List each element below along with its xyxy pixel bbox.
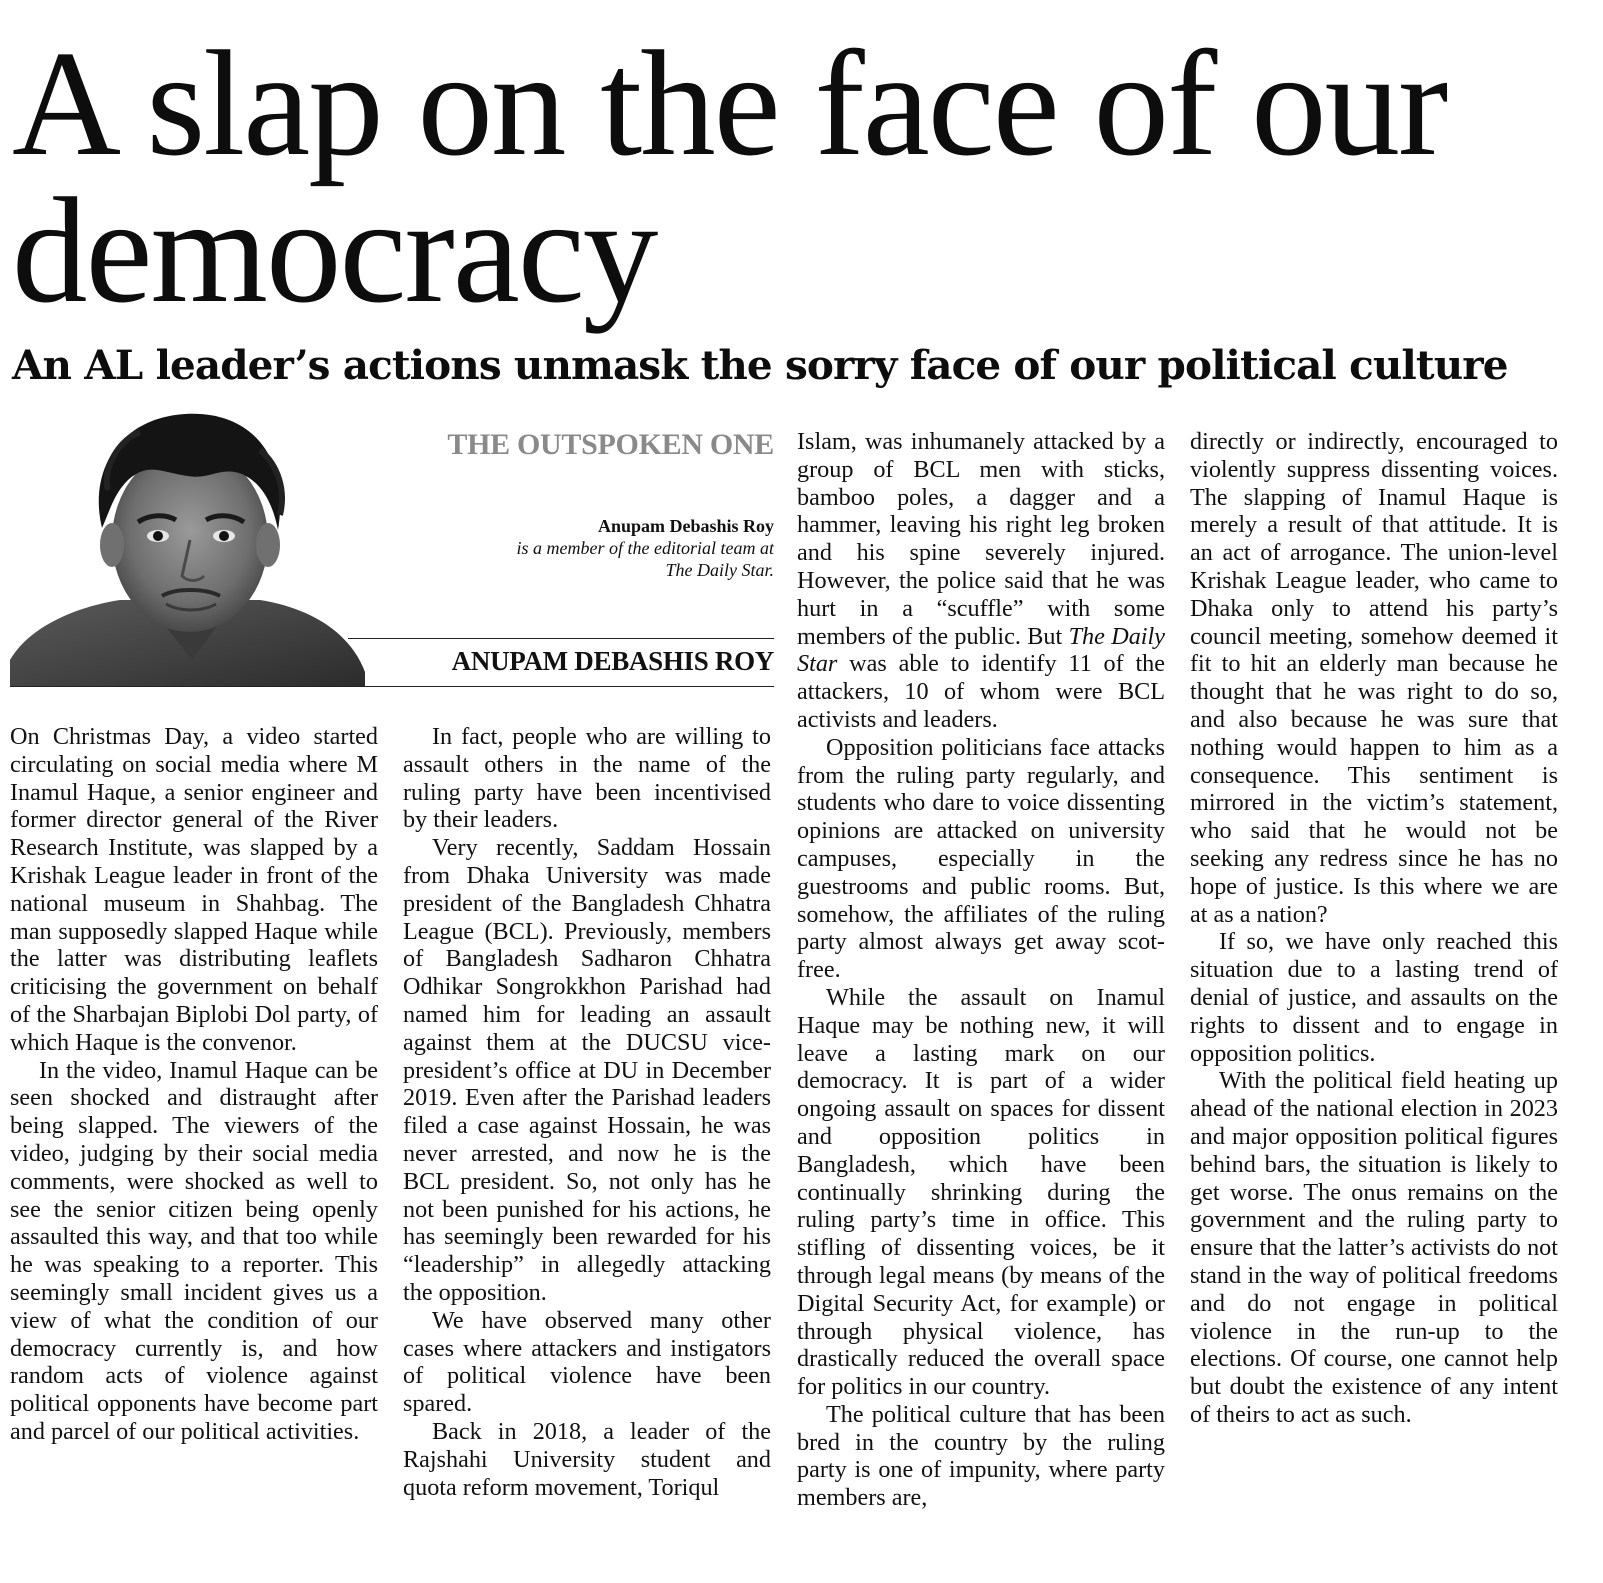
article-column-3 [797,428,1165,1512]
paragraph: In fact, people who are willing to assault others in the name of the ruling party have been incentivised by their leaders. [403,723,771,834]
byline-rule-bottom [10,686,774,687]
publication-name: The Daily Star [797,622,1165,678]
headline: A slap on the face of our democracy [12,19,1447,334]
paragraph: Very recently, Saddam Hossain from Dhaka University was made president of the Bangladesh Chhatra League (BCL). Previously, members of Bangladesh Sadharon Chhatra Odhikar Songrokkhon Parishad had named him for leading an assault against them at the DUCSU vice-president’s office at DU in December 2019. Even after the Parishad leaders filed a case against Hossain, he was never arrested, and now he is the BCL president. So, not only has he not been punished for his actions, he has seemingly been rewarded for his “leadership” in allegedly attacking the opposition. [403,834,771,1306]
paragraph: We have observed many other cases where attackers and instigators of political violence have been spared. [403,1306,771,1418]
article-column-1 [10,723,378,1446]
paragraph: If so, we have only reached this situation due to a lasting trend of denial of justice, and assaults on the rights to dissent and to engage in opposition politics. [1190,928,1558,1067]
paragraph: The political culture that has been bred in the country by the ruling party is one of impunity, where party members are, [797,1400,1165,1512]
bio-text: is a member of the editorial team at The Daily Star. [516,538,774,580]
paragraph: Opposition politicians face attacks from the ruling party regularly, and students who dare to voice dissenting opinions are attacked on university campuses, especially in the guestrooms and public rooms. But, somehow, the affiliates of the ruling party almost always get away scot-free. [797,733,1165,984]
author-photo [10,410,370,686]
paragraph: Back in 2018, a leader of the Rajshahi University student and quota reform movement, Toriqul [403,1417,771,1501]
article-column-2 [403,723,771,1501]
paragraph: With the political field heating up ahead of the national election in 2023 and major opposition political figures behind bars, the situation is likely to get worse. The onus remains on the government and the ruling party to ensure that the latter’s activists do not stand in the way of political freedoms and do not engage in political violence in the run-up to the elections. Of course, one cannot help but doubt the existence of any intent of theirs to act as such. [1190,1067,1558,1428]
article-column-4 [1190,428,1558,1429]
text-run: was able to identify 11 of the attackers, 10 of whom were BCL activists and leaders. [797,650,1165,733]
column-label: THE OUTSPOKEN ONE [447,428,774,461]
author-bio [514,515,774,581]
paragraph [797,428,1165,734]
byline: ANUPAM DEBASHIS ROY [451,646,774,676]
paragraph: In the video, Inamul Haque can be seen shocked and distraught after being slapped. The viewers of the video, judging by their social media comments, were shocked as well to see the senior citizen being openly assaulted this way, and that too while he was speaking to a reporter. This seemingly small incident gives us a view of what the condition of our democracy currently is, and how random acts of violence against political opponents have become part and parcel of our political activities. [10,1056,378,1445]
paragraph: While the assault on Inamul Haque may be nothing new, it will leave a lasting mark on our democracy. It is part of a wider ongoing assault on spaces for dissent and opposition politics in Bangladesh, which have been continually shrinking during the ruling party’s time in office. This stifling of dissenting voices, be it through legal means (by means of the Digital Security Act, for example) or through physical violence, has drastically reduced the overall space for politics in our country. [797,983,1165,1401]
paragraph: On Christmas Day, a video started circulating on social media where M Inamul Haque, a senior engineer and former director general of the River Research Institute, was slapped by a Krishak League leader in front of the national museum in Shahbag. The man supposedly slapped Haque while the latter was distributing leaflets criticising the government on behalf of the Sharbajan Biplobi Dol party, of which Haque is the convenor. [10,723,378,1056]
bio-name: Anupam Debashis Roy [597,516,774,536]
subheadline: An AL leader’s actions unmask the sorry face of our political culture [12,341,1508,389]
paragraph: directly or indirectly, encouraged to violently suppress dissenting voices. The slapping of Inamul Haque is merely a result of that attitude. It is an act of arrogance. The union-level Krishak League leader, who came to Dhaka only to attend his party’s council meeting, somehow deemed it fit to hit an elderly man because he thought that he was right to do so, and also because he was sure that nothing would happen to him as a consequence. This sentiment is mirrored in the victim’s statement, who said that he would not be seeking any redress since he has no hope of justice. Is this where we are at as a nation? [1190,428,1558,928]
text-run: Islam, was inhumanely attacked by a group of BCL men with sticks, bamboo poles, a dagger and a hammer, leaving his right leg broken and his spine severely injured. However, the police said that he was hurt in a “scuffle” with some members of the public. But [797,428,1165,650]
byline-rule-top [348,638,774,639]
